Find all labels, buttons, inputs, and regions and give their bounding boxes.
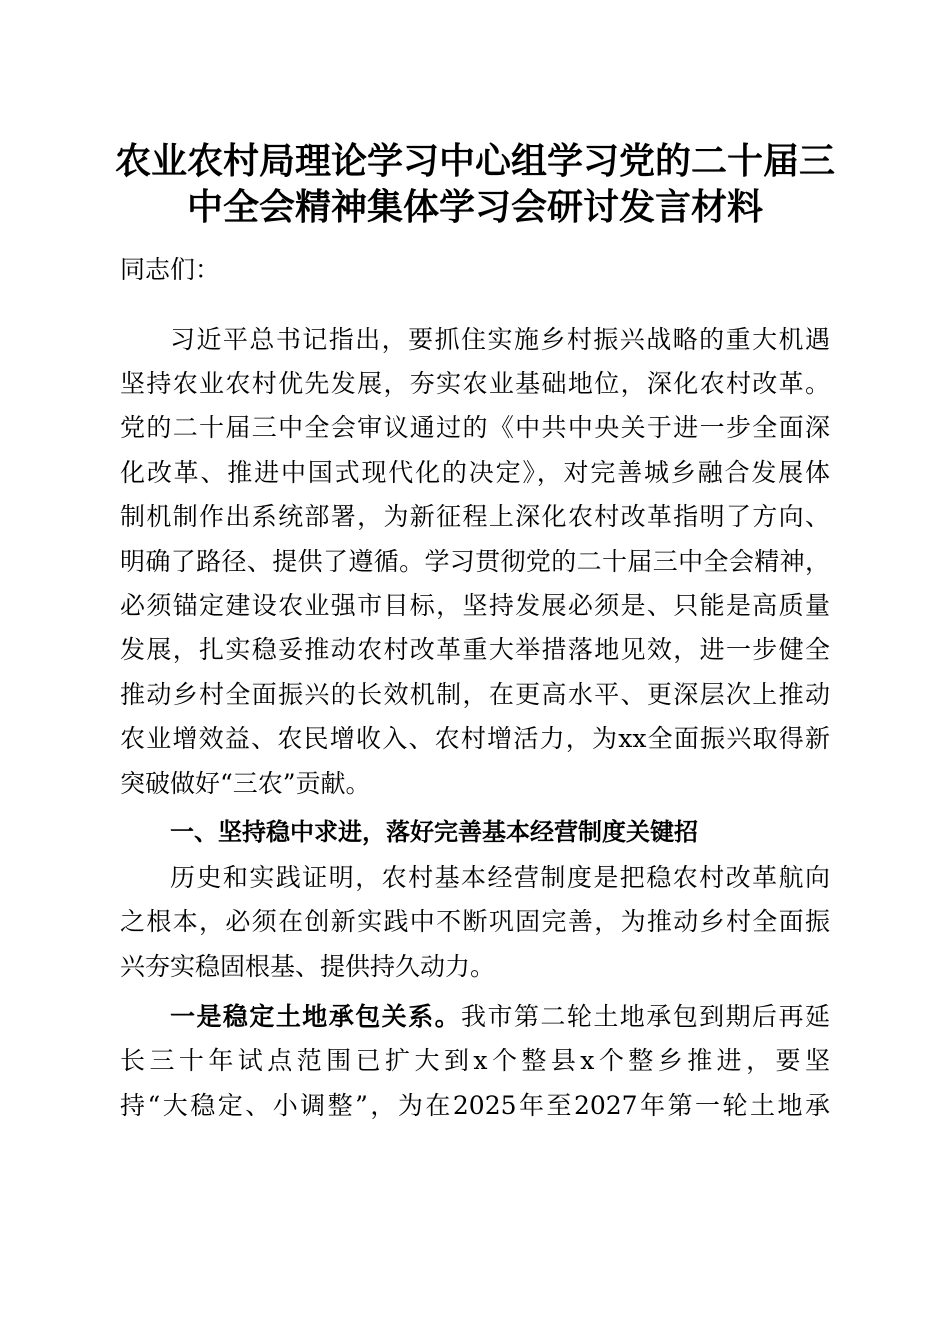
section-1-line: 兴夯实稳固根基、提供持久动力。 <box>120 952 496 981</box>
document-title-line-1: 农业农村局理论学习中心组学习党的二十届三 <box>114 140 835 182</box>
point-1-first-line <box>170 995 830 1039</box>
intro-line: 农业增效益、农民增收入、农村增活力，为xx全面振兴取得新 <box>120 724 830 753</box>
intro-line: 制机制作出系统部署，为新征程上深化农村改革指明了方向、 <box>120 502 830 531</box>
salutation: 同志们： <box>120 255 221 284</box>
intro-line: 突破做好“三农”贡献。 <box>120 769 371 798</box>
point-1-line: 持“大稳定、小调整”，为在2025年至2027年第一轮土地承 <box>120 1091 830 1120</box>
section-1-line: 历史和实践证明，农村基本经营制度是把稳农村改革航向 <box>170 863 830 892</box>
intro-line: 推动乡村全面振兴的长效机制，在更高水平、更深层次上推动 <box>120 680 830 709</box>
intro-line: 党的二十届三中全会审议通过的《中共中央关于进一步全面深 <box>120 413 830 442</box>
section-1-heading: 一、坚持稳中求进，落好完善基本经营制度关键招 <box>170 818 698 846</box>
intro-line: 坚持农业农村优先发展，夯实农业基础地位，深化农村改革。 <box>120 369 830 398</box>
section-1-line: 之根本，必须在创新实践中不断巩固完善，为推动乡村全面振 <box>120 907 830 936</box>
point-1-lead: 一是稳定土地承包关系。 <box>170 1002 462 1031</box>
intro-line: 必须锚定建设农业强市目标，坚持发展必须是、只能是高质量 <box>120 591 830 620</box>
intro-line: 习近平总书记指出，要抓住实施乡村振兴战略的重大机遇 <box>170 325 830 354</box>
intro-line: 明确了路径、提供了遵循。学习贯彻党的二十届三中全会精神， <box>120 547 830 576</box>
intro-line: 化改革、推进中国式现代化的决定》，对完善城乡融合发展体 <box>120 458 830 487</box>
point-1-line: 长三十年试点范围已扩大到x个整县x个整乡推进，要坚 <box>120 1046 830 1075</box>
intro-line: 发展，扎实稳妥推动农村改革重大举措落地见效，进一步健全 <box>120 635 830 664</box>
document-title-line-2: 中全会精神集体学习会研讨发言材料 <box>186 186 763 228</box>
point-1-rest: 我市第二轮土地承包到期后再延 <box>461 1002 830 1031</box>
